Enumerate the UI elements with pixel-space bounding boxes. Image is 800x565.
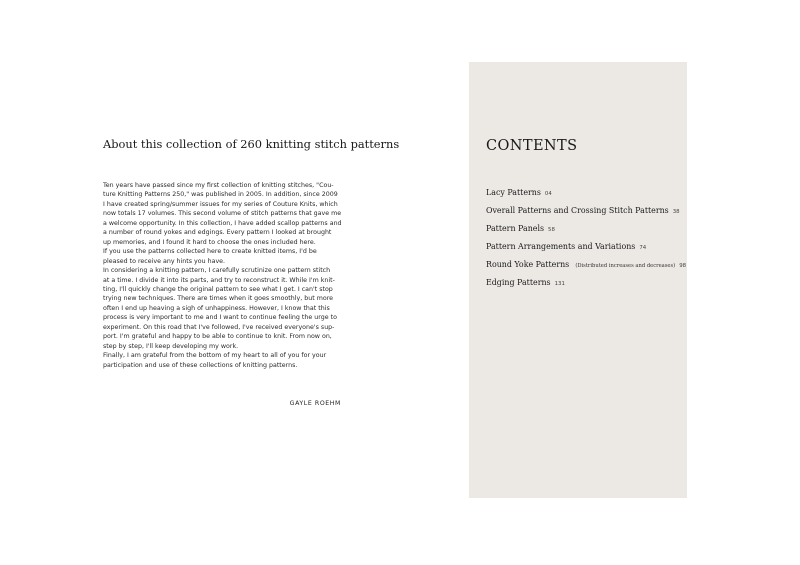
toc-item-title: Overall Patterns and Crossing Stitch Patterns xyxy=(486,206,669,215)
toc-item-page: 58 xyxy=(548,227,555,233)
toc-item-lacy-patterns xyxy=(486,183,686,201)
toc-item-page: 131 xyxy=(554,281,565,287)
text-line: experiment. On this road that I've followed, I've received everyone's sup- xyxy=(103,323,335,331)
toc-item-title: Edging Patterns xyxy=(486,278,551,287)
text-line: up memories, and I found it hard to choose the ones included here. xyxy=(103,238,316,246)
toc-item-title: Pattern Arrangements and Variations xyxy=(486,242,636,251)
about-title: About this collection of 260 knitting stitch patterns xyxy=(103,137,400,151)
text-line: step by step, I'll keep developing my work. xyxy=(103,342,239,350)
author-signature: GAYLE ROEHM xyxy=(289,400,341,407)
toc-item-title: Pattern Panels xyxy=(486,224,545,233)
text-line: often I end up heaving a sigh of unhappiness. However, I know that this xyxy=(103,304,330,312)
toc-item-pattern-arrangements xyxy=(486,237,686,255)
text-line: participation and use of these collections of knitting patterns. xyxy=(103,361,298,369)
contents-page xyxy=(469,62,687,498)
text-line: now totals 17 volumes. This second volume of stitch patterns that gave me xyxy=(103,210,342,218)
toc-item-page: 98 xyxy=(679,263,687,269)
toc-item-overall-patterns xyxy=(486,201,686,219)
toc-item-pattern-panels xyxy=(486,219,686,237)
toc-item-page: 74 xyxy=(639,245,647,251)
text-line: a welcome opportunity. In this collection, I have added scallop patterns and xyxy=(103,219,342,227)
toc-item-title: Round Yoke Patterns xyxy=(486,260,570,269)
toc-item-note: (Distributed increases and decreases) xyxy=(575,263,676,269)
text-line: a number of round yokes and edgings. Every pattern I looked at brought xyxy=(103,229,332,237)
toc-item-page: 04 xyxy=(544,191,552,197)
text-line: trying new techniques. There are times when it goes smoothly, but more xyxy=(103,295,334,303)
text-line: In considering a knitting pattern, I carefully scrutinize one pattern stitch xyxy=(103,267,331,275)
text-line: at a time. I divide it into its parts, and try to reconstruct it. While I'm knit- xyxy=(103,276,335,284)
toc-item-page: 38 xyxy=(672,209,680,215)
text-line: port. I'm grateful and happy to be able to continue to knit. From now on, xyxy=(103,333,332,341)
text-line: Finally, I am grateful from the bottom of my heart to all of you for your xyxy=(103,352,327,360)
toc-item-edging-patterns xyxy=(486,273,686,291)
table-of-contents xyxy=(486,183,686,291)
text-line: If you use the patterns collected here to create knitted items, I'd be xyxy=(103,248,317,256)
text-line: ture Knitting Patterns 250," was published in 2005. In addition, since 2009 xyxy=(103,191,338,199)
toc-item-title: Lacy Patterns xyxy=(486,188,541,197)
text-line: process is very important to me and I want to continue feeling the urge to xyxy=(103,314,337,322)
text-line: ting, I'll quickly change the original pattern to see what I get. I can't stop xyxy=(103,285,333,293)
text-line: pleased to receive any hints you have. xyxy=(103,257,226,265)
text-line: I have created spring/summer issues for my series of Couture Knits, which xyxy=(103,200,338,208)
text-line: Ten years have passed since my first collection of knitting stitches, "Cou- xyxy=(103,182,334,189)
intro-text xyxy=(103,181,348,370)
contents-title: CONTENTS xyxy=(486,138,578,154)
toc-item-round-yoke-patterns xyxy=(486,255,686,273)
